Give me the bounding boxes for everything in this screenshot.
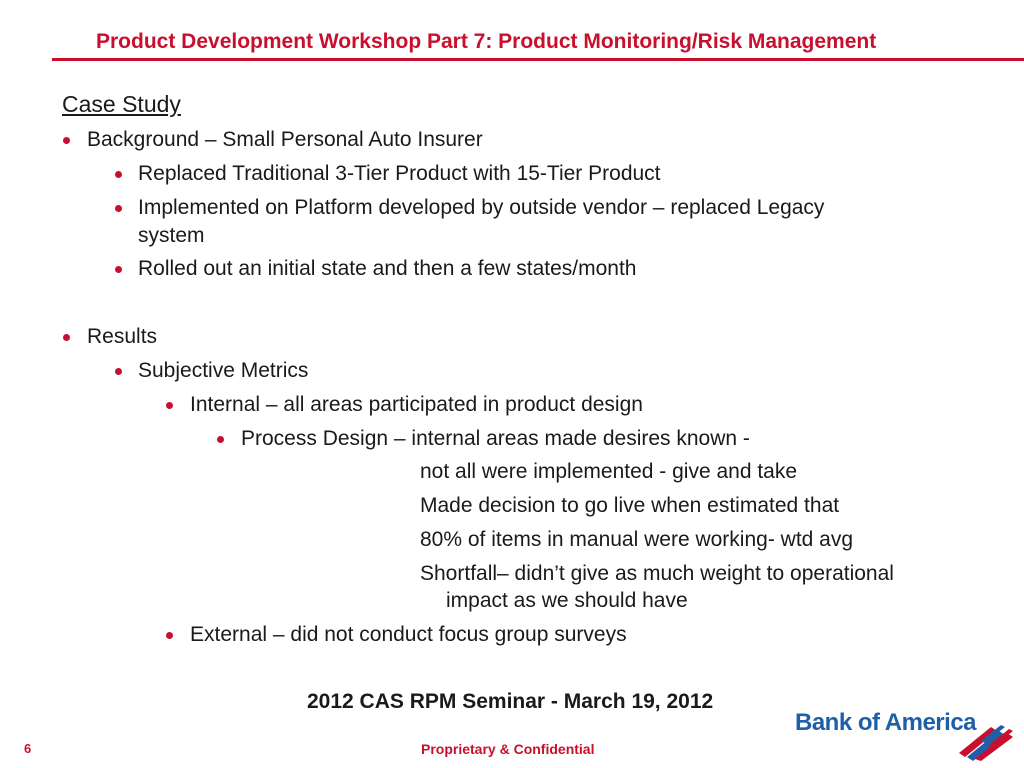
bullet-icon: [166, 632, 173, 639]
list-item-platform: Implemented on Platform developed by outside vendor – replaced Legacy: [138, 196, 825, 219]
process-note-percent: 80% of items in manual were working- wtd avg: [420, 528, 854, 551]
list-item-rollout: Rolled out an initial state and then a few states/month: [138, 257, 637, 280]
page-number: 6: [24, 741, 32, 756]
confidential-label: Proprietary & Confidential: [421, 741, 595, 757]
list-item-external: External – did not conduct focus group surveys: [190, 623, 627, 646]
bullet-icon: [115, 205, 122, 212]
bullet-icon: [115, 266, 122, 273]
bullet-icon: [63, 334, 70, 341]
bullet-icon: [115, 171, 122, 178]
title-divider: [52, 58, 1024, 61]
slide-title: Product Development Workshop Part 7: Product Monitoring/Risk Management: [96, 30, 877, 53]
process-note-decision: Made decision to go live when estimated that: [420, 494, 840, 517]
flag-icon: [957, 723, 1013, 761]
bullet-icon: [217, 436, 224, 443]
seminar-footer: 2012 CAS RPM Seminar - March 19, 2012: [307, 690, 714, 713]
process-note-shortfall-continued: impact as we should have: [446, 589, 688, 612]
list-item-background: Background – Small Personal Auto Insurer: [87, 128, 483, 151]
list-item-platform-continued: system: [138, 224, 205, 247]
list-item-replaced-product: Replaced Traditional 3-Tier Product with 15-Tier Product: [138, 162, 661, 185]
list-item-results: Results: [87, 325, 158, 348]
list-item-subjective-metrics: Subjective Metrics: [138, 359, 309, 382]
process-note-give-take: not all were implemented - give and take: [420, 460, 798, 483]
process-note-shortfall: Shortfall– didn’t give as much weight to operational: [420, 562, 894, 585]
list-item-internal: Internal – all areas participated in product design: [190, 393, 643, 416]
bullet-icon: [115, 368, 122, 375]
logo-text: Bank of America: [795, 709, 977, 736]
bullet-icon: [166, 402, 173, 409]
list-item-process-design: Process Design – internal areas made desires known -: [241, 427, 750, 450]
bullet-icon: [63, 137, 70, 144]
section-heading: Case Study: [62, 91, 181, 117]
bank-of-america-logo: [795, 709, 1017, 764]
